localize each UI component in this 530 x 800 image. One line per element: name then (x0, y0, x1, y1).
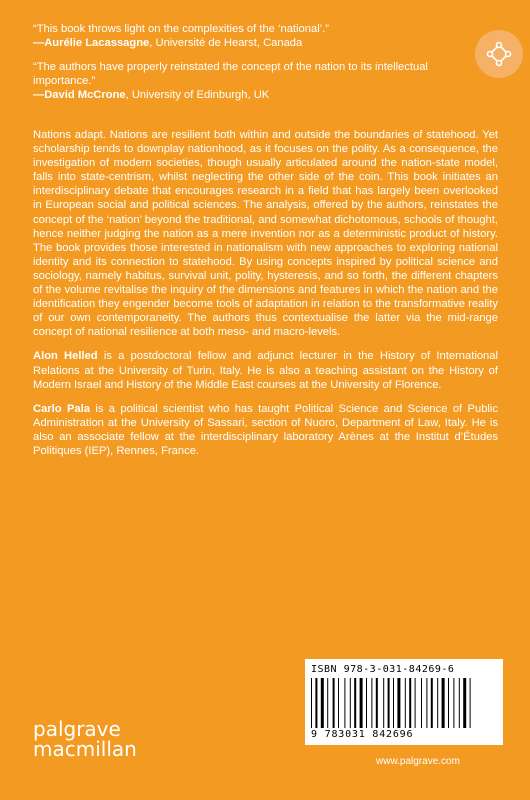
endorser-affiliation: , University of Edinburgh, UK (125, 89, 270, 101)
endorsement-text: “The authors have properly reinstated the concept of the nation to its intellectual importance.” (33, 61, 428, 87)
publisher-name-line1: palgrave (33, 717, 121, 741)
barcode-digits: 9 783031 842696 (311, 729, 414, 740)
barcode-icon (311, 678, 497, 728)
author-name: Alon Helled (33, 350, 98, 363)
palgrave-macmillan-logo (33, 719, 137, 759)
endorser-name: —Aurélie Lacassagne (33, 37, 150, 49)
author-bio-2 (33, 402, 498, 458)
author-bio-text: is a political scientist who has taught Political Science and Science of Public Administration at the University of Sassari, section of Nuoro, Department of Law, Italy. He is also an associate fellow at the interdisciplinary laboratory Arènes at the Institut d’Études Politiques (IEP), Rennes, France. (33, 402, 498, 457)
publisher-url: www.palgrave.com (376, 756, 460, 767)
book-description: Nations adapt. Nations are resilient both within and outside the boundaries of statehood. Yet scholarship tends to downplay nationhood, as it focuses on the polity. As a consequence, the investigation of modern societies, though usually articulated around the nation-state model, falls into state-centrism, whilst neglecting the other side of the coin. This book initiates an interdisciplinary debate that encourages research in a field that has largely been overlooked in European social and political sciences. The analysis, offered by the authors, reinstates the concept of the ‘nation’ beyond the traditional, and somewhat dichotomous, schools of thought, hence neither judging the nation as a mere invention nor as a deterministic product of history. The book provides those interested in nationalism with new approaches to exploring national identity and its connection to statehood. By using concepts inspired by political science and sociology, namely habitus, survival unit, polity, hysteresis, and so forth, the different chapters of the volume revitalise the inquiry of the dimensions and features in which the nation and the identification they engender become tools of adaptation in relation to the transformative reality of our own contemporaneity. The authors thus contextualise the latter via the mid-range concept of national resilience at both meso- and macro-levels. (33, 129, 498, 339)
author-bio-text: is a postdoctoral fellow and adjunct lecturer in the History of International Relations at the University of Turin, Italy. He is also a teaching assistant on the History of Modern Israel and History of the Middle East courses at the University of Florence. (33, 350, 498, 391)
endorsements (33, 22, 473, 112)
endorsement-attribution (33, 88, 473, 102)
endorsement-text: “This book throws light on the complexities of the ‘national’.” (33, 23, 329, 35)
isbn-label: ISBN 978-3-031-84269-6 (311, 664, 455, 675)
endorsement-attribution (33, 36, 473, 50)
springer-horse-logo (475, 30, 523, 78)
isbn-barcode-box (305, 659, 503, 745)
back-cover-text (33, 128, 498, 468)
author-bio-1 (33, 349, 498, 391)
endorsement-1 (33, 22, 473, 50)
endorser-name: —David McCrone (33, 89, 126, 101)
network-icon (486, 41, 512, 67)
endorser-affiliation: , Université de Hearst, Canada (149, 37, 303, 49)
endorsement-2 (33, 60, 473, 102)
author-name: Carlo Pala (33, 402, 90, 415)
publisher-name-line2: macmillan (33, 737, 137, 761)
